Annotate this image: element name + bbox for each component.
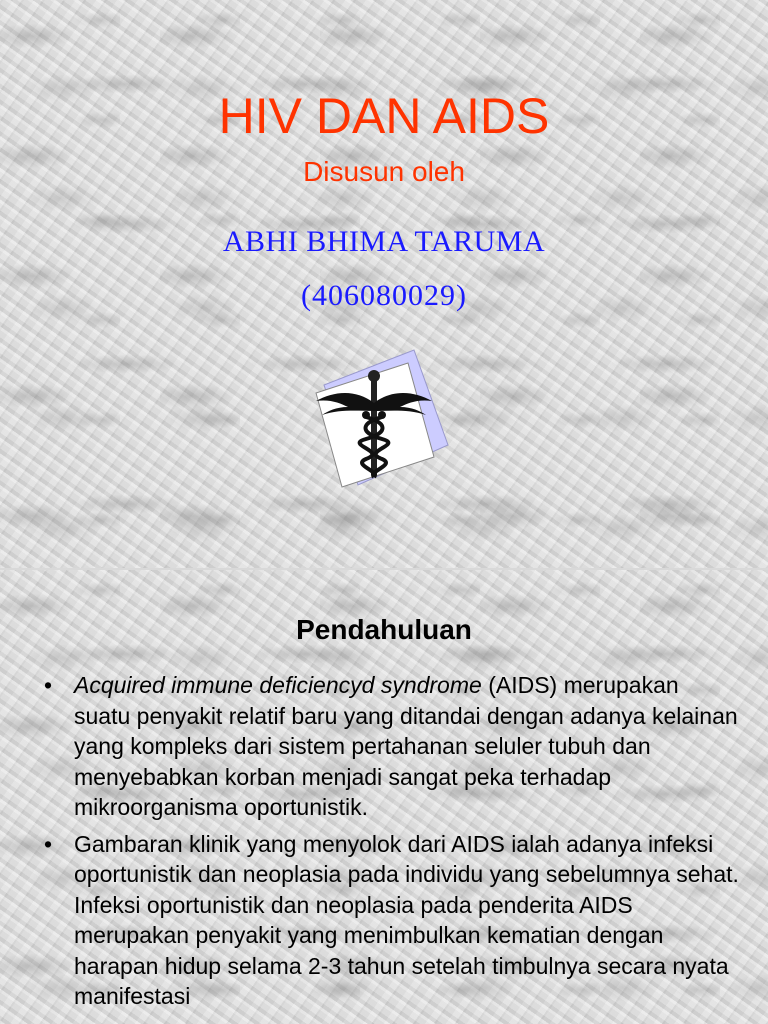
bullet-icon: • [44, 830, 53, 857]
list-item [40, 829, 740, 1012]
bullet-icon: • [44, 672, 53, 698]
bullet-text: Gambaran klinik yang menyolok dari AIDS ialah adanya infeksi oportunistik dan neoplasia pada individu yang sebelumnya sehat. Infeksi oportunistik dan neoplasia pada penderita AIDS merupakan penyakit yang menimbulkan kematian dengan harapan hidup selama 2-3 tahun setelah timbulnya secara nyata manifestasi [74, 830, 739, 1009]
list-item [40, 670, 740, 823]
author-name: ABHI BHIMA TARUMA [222, 225, 546, 258]
caduceus-icon [296, 345, 466, 505]
slide-subtitle: Disusun oleh [303, 156, 465, 187]
term-italic: Acquired immune deficiencyd syndrome [74, 672, 482, 698]
slide-title: HIV DAN AIDS [218, 88, 550, 144]
content-slide [0, 570, 768, 1024]
author-id: (406080029) [301, 279, 467, 312]
bullet-text: (AIDS) merupakan suatu penyakit relatif baru yang ditandai dengan adanya kelainan yang kompleks dari sistem pertahanan seluler tubuh dan menyebabkan korban menjadi sangat peka terhadap mikroorganisma oportunistik. [74, 672, 738, 820]
bullet-list [40, 670, 740, 1018]
section-heading: Pendahuluan [296, 614, 472, 645]
